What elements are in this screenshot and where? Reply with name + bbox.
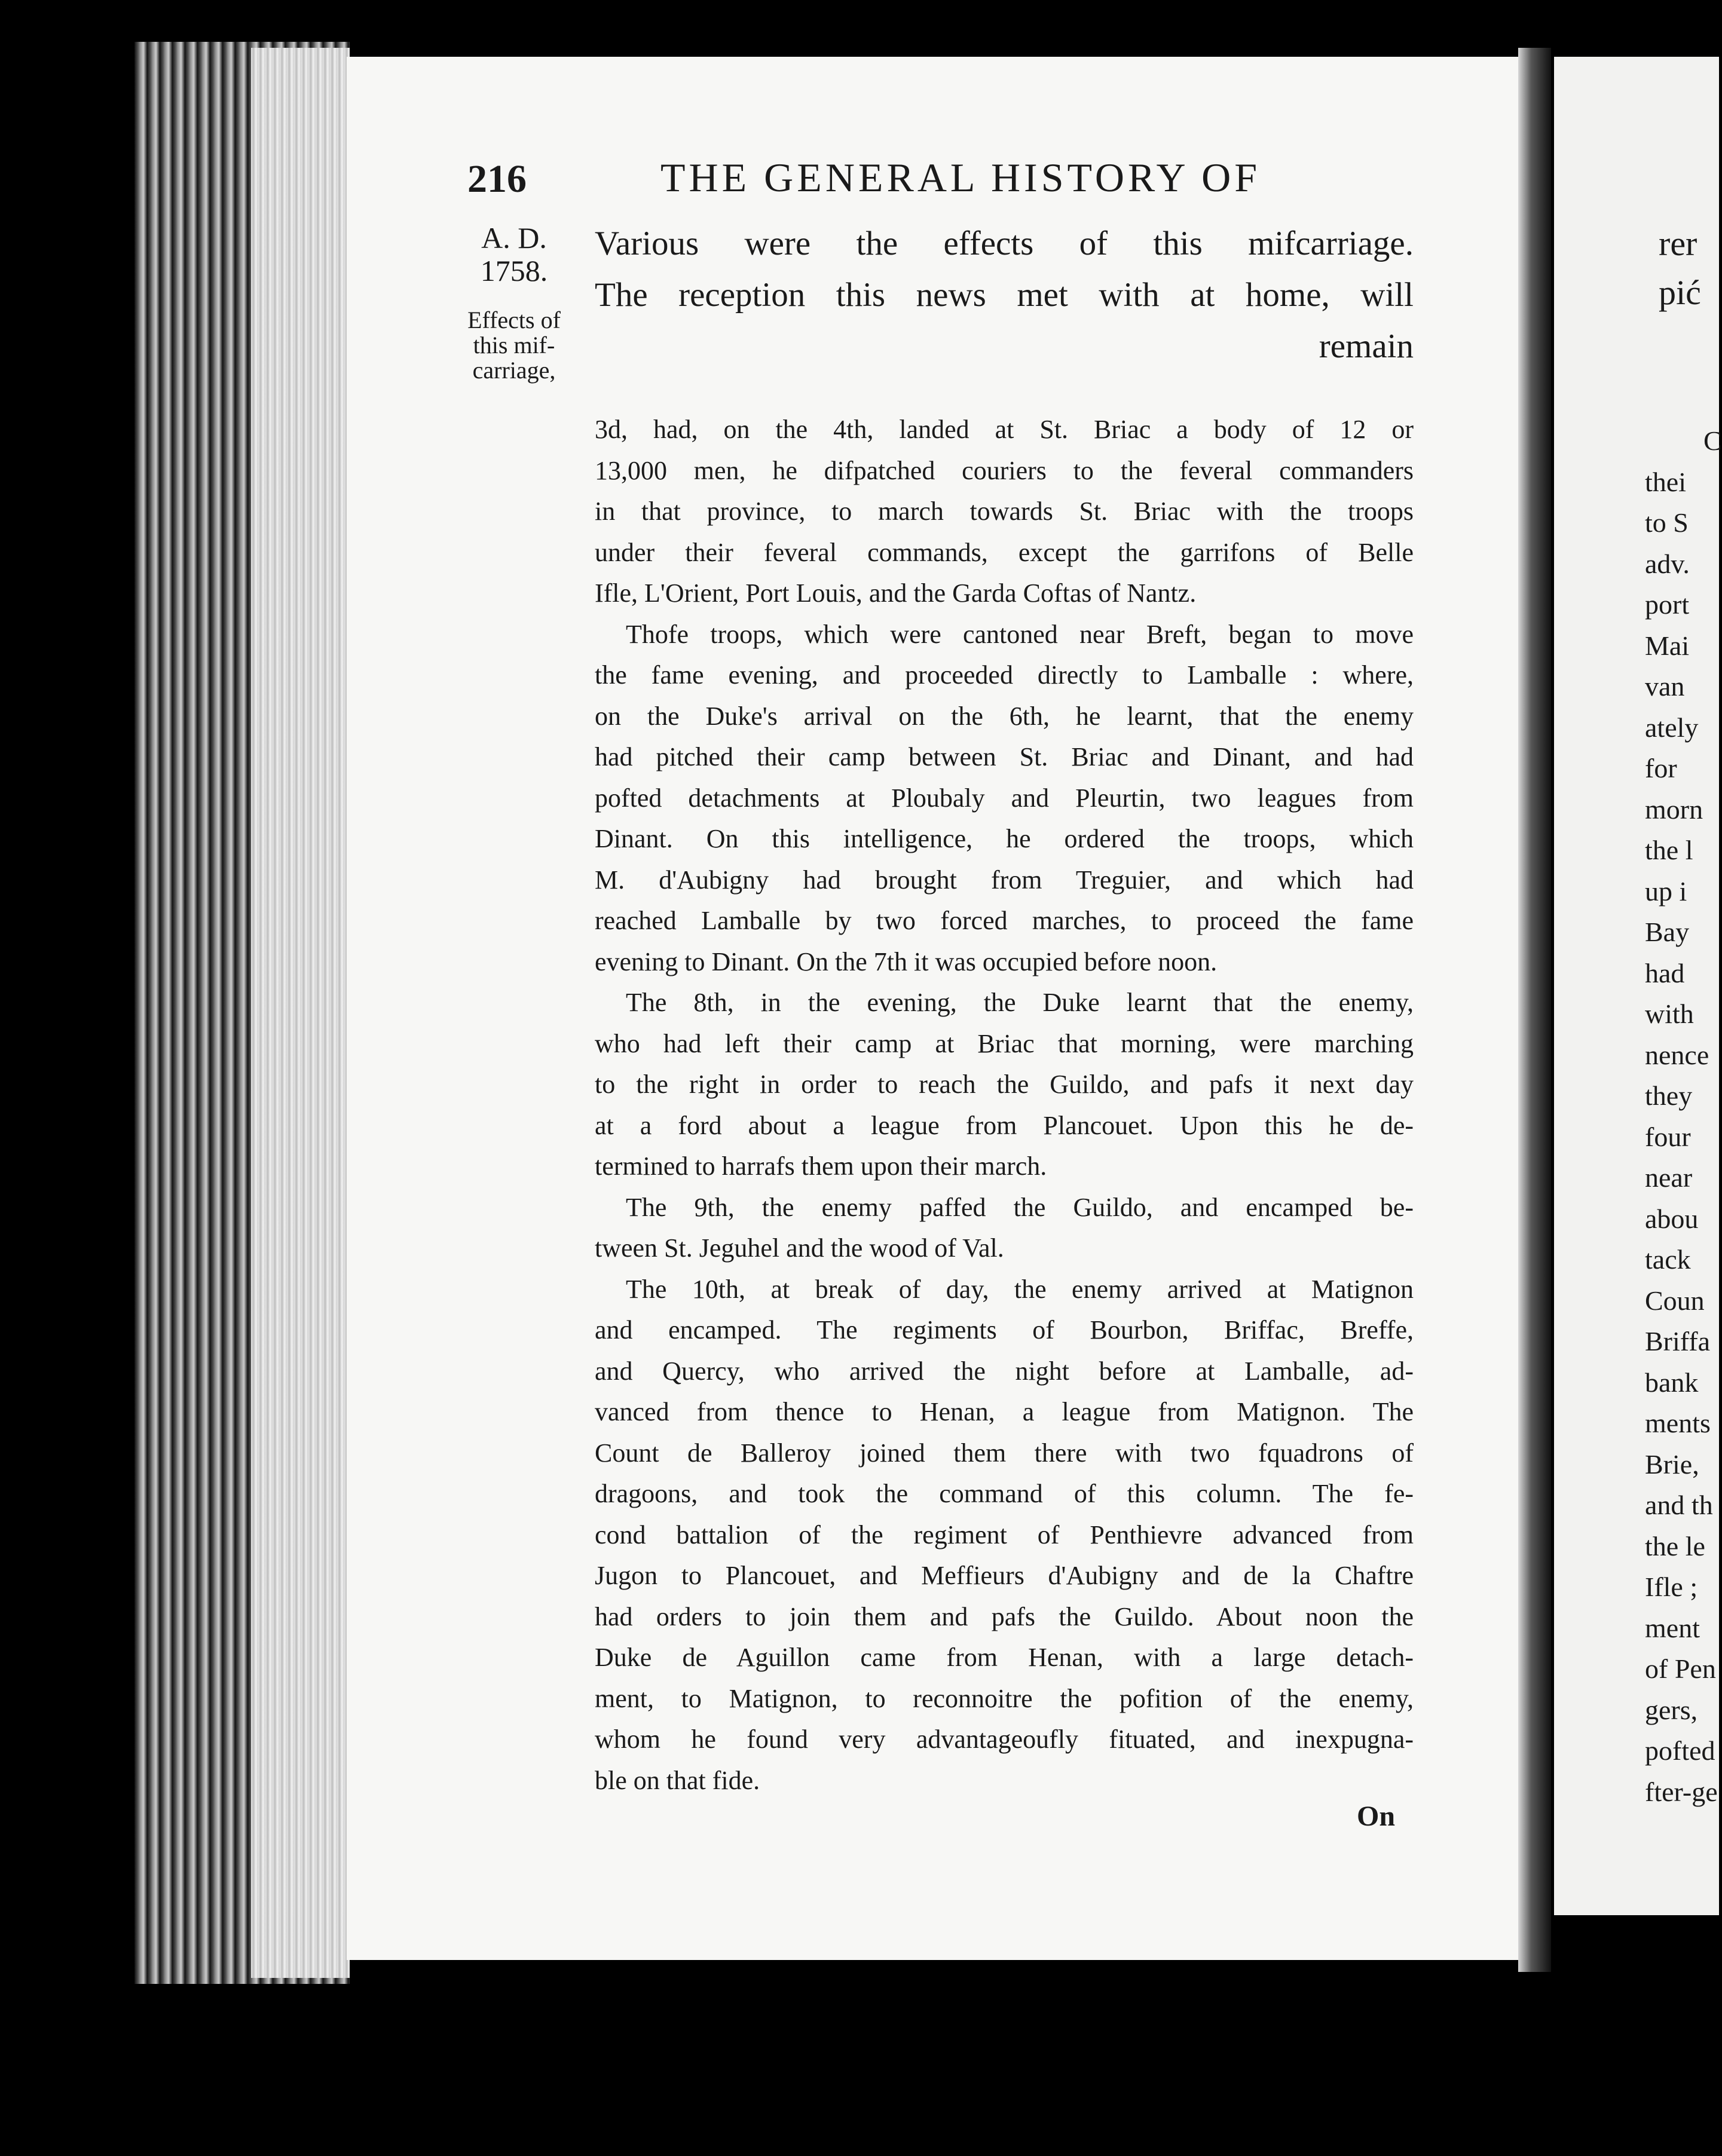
right-page-text-fragment: pofted (1645, 1735, 1715, 1766)
right-page-text-fragment: gers, (1645, 1694, 1698, 1725)
text-line: and Quercy, who arrived the night before at Lamballe, ad- (595, 1356, 1414, 1386)
right-page-text-fragment: of Pen (1645, 1653, 1716, 1684)
right-page-text-fragment: the l (1645, 835, 1693, 865)
right-page-text-fragment: bank (1645, 1367, 1699, 1398)
right-page-text-fragment: Briffa (1645, 1326, 1711, 1356)
text-line: had orders to join them and pafs the Guildo. About noon the (595, 1601, 1414, 1631)
text-line: to the right in order to reach the Guildo, and pafs it next day (595, 1070, 1414, 1099)
text-line: the fame evening, and proceeded directly to Lamballe : where, (595, 660, 1414, 690)
right-page-text-fragment: Ifle ; (1645, 1572, 1698, 1602)
text-line: Dinant. On this intelligence, he ordered the troops, which (595, 824, 1414, 853)
top-text-line: The reception this news met with at home, will (595, 276, 1414, 314)
text-line: Count de Balleroy joined them there with two fquadrons of (595, 1438, 1414, 1468)
text-line: who had left their camp at Briac that morning, were marching (595, 1028, 1414, 1058)
text-line: reached Lamballe by two forced marches, to proceed the fame (595, 906, 1414, 935)
margin-year: 1758. (480, 254, 548, 287)
text-line: M. d'Aubigny had brought from Treguier, and which had (595, 865, 1414, 895)
running-title: THE GENERAL HISTORY OF (660, 155, 1261, 200)
text-line: Thofe troops, which were cantoned near Breft, began to move (626, 619, 1414, 649)
margin-side-note (445, 308, 583, 383)
text-line: at a ford about a league from Plancouet. Upon this he de- (595, 1110, 1414, 1140)
right-page-text-fragment: Mai (1645, 630, 1690, 661)
top-text-line: remain (1319, 327, 1414, 365)
right-page-text-fragment: ments (1645, 1408, 1711, 1438)
text-line: 3d, had, on the 4th, landed at St. Briac a body of 12 or (595, 415, 1414, 444)
right-page-text-fragment: abou (1645, 1203, 1699, 1234)
right-page-text-fragment: ment (1645, 1612, 1700, 1643)
body-text (595, 409, 1414, 1801)
right-page-text-fragment: they (1645, 1080, 1693, 1111)
right-page-text-fragment: Bay (1645, 917, 1690, 947)
text-line: The 9th, the enemy paffed the Guildo, and encamped be- (626, 1192, 1414, 1222)
text-line: dragoons, and took the command of this column. The fe- (595, 1479, 1414, 1508)
right-page-text-fragment: adv. (1645, 548, 1690, 579)
margin-note-line: Effects of (467, 307, 561, 333)
right-page-text-fragment: morn (1645, 794, 1703, 825)
text-line: vanced from thence to Henan, a league from Matignon. The (595, 1397, 1414, 1426)
text-line: had pitched their camp between St. Briac and Dinant, and had (595, 742, 1414, 771)
right-page-text-fragment: Brie, (1645, 1448, 1699, 1480)
right-page-text-fragment: four (1645, 1121, 1691, 1152)
catchword: On (1357, 1800, 1396, 1832)
margin-anno-domini: A. D. (481, 221, 547, 255)
text-line: Duke de Aguillon came from Henan, with a large detach- (595, 1643, 1414, 1672)
text-line: ble on that fide. (595, 1765, 760, 1795)
right-page-text-fragment: C (1703, 425, 1722, 456)
right-page-text-fragment: Coun (1645, 1285, 1705, 1316)
right-page-text-fragment: thei (1645, 466, 1686, 497)
text-line: and encamped. The regiments of Bourbon, Briffac, Breffe, (595, 1315, 1414, 1345)
right-page-text-fragment: to S (1645, 507, 1689, 538)
right-page-text-fragment: tack (1645, 1244, 1691, 1275)
right-page-text-fragment: port (1645, 589, 1690, 620)
right-page-text-fragment: had (1645, 957, 1685, 988)
text-line: tween St. Jeguhel and the wood of Val. (595, 1233, 1004, 1263)
text-line: The 8th, in the evening, the Duke learnt that the enemy, (626, 988, 1414, 1017)
text-line: evening to Dinant. On the 7th it was occupied before noon. (595, 947, 1218, 976)
right-page-fragment (1554, 57, 1722, 1915)
text-line: cond battalion of the regiment of Penthievre advanced from (595, 1520, 1414, 1549)
text-line: ment, to Matignon, to reconnoitre the pofition of the enemy, (595, 1683, 1414, 1713)
right-page-text-fragment: nence (1645, 1039, 1709, 1070)
text-line: Ifle, L'Orient, Port Louis, and the Garda Coftas of Nantz. (595, 578, 1197, 608)
text-line: Jugon to Plancouet, and Meffieurs d'Aubigny and de la Chaftre (595, 1561, 1414, 1590)
text-line: on the Duke's arrival on the 6th, he learnt, that the enemy (595, 701, 1414, 731)
right-page-text-fragment: up i (1645, 875, 1687, 906)
page-number: 216 (467, 157, 527, 201)
top-paragraph (595, 218, 1414, 372)
right-page-text-fragment: for (1645, 753, 1677, 783)
text-line: The 10th, at break of day, the enemy arrived at Matignon (626, 1274, 1414, 1304)
right-page-text-fragment: ately (1645, 712, 1699, 743)
text-line: 13,000 men, he difpatched couriers to the feveral commanders (595, 455, 1414, 485)
right-page-text-fragment: near (1645, 1162, 1693, 1193)
right-page-text-fragment: fter-ge (1645, 1776, 1718, 1807)
text-line: under their feveral commands, except the garrifons of Belle (595, 537, 1414, 567)
top-text-line: Various were the effects of this mifcarriage. (595, 225, 1414, 262)
right-page-text-fragment: rer (1659, 224, 1697, 263)
book-page-edges-light (251, 48, 350, 1978)
right-page-text-fragment: and th (1645, 1490, 1713, 1520)
text-line: whom he found very advantageoufly fituated, and inexpugna- (595, 1725, 1414, 1754)
margin-note-line: carriage, (472, 357, 556, 384)
margin-note-line: this mif- (473, 332, 555, 359)
right-page-text-fragment: pić (1659, 273, 1701, 312)
right-page-text-fragment: with (1645, 999, 1694, 1029)
text-line: termined to harrafs them upon their march. (595, 1152, 1047, 1181)
text-line: in that province, to march towards St. Briac with the troops (595, 497, 1414, 526)
book-gutter (1518, 48, 1551, 1972)
text-line: pofted detachments at Ploubaly and Pleurtin, two leagues from (595, 783, 1414, 813)
right-page-text-fragment: the le (1645, 1530, 1705, 1561)
right-page-text-fragment: van (1645, 671, 1685, 702)
